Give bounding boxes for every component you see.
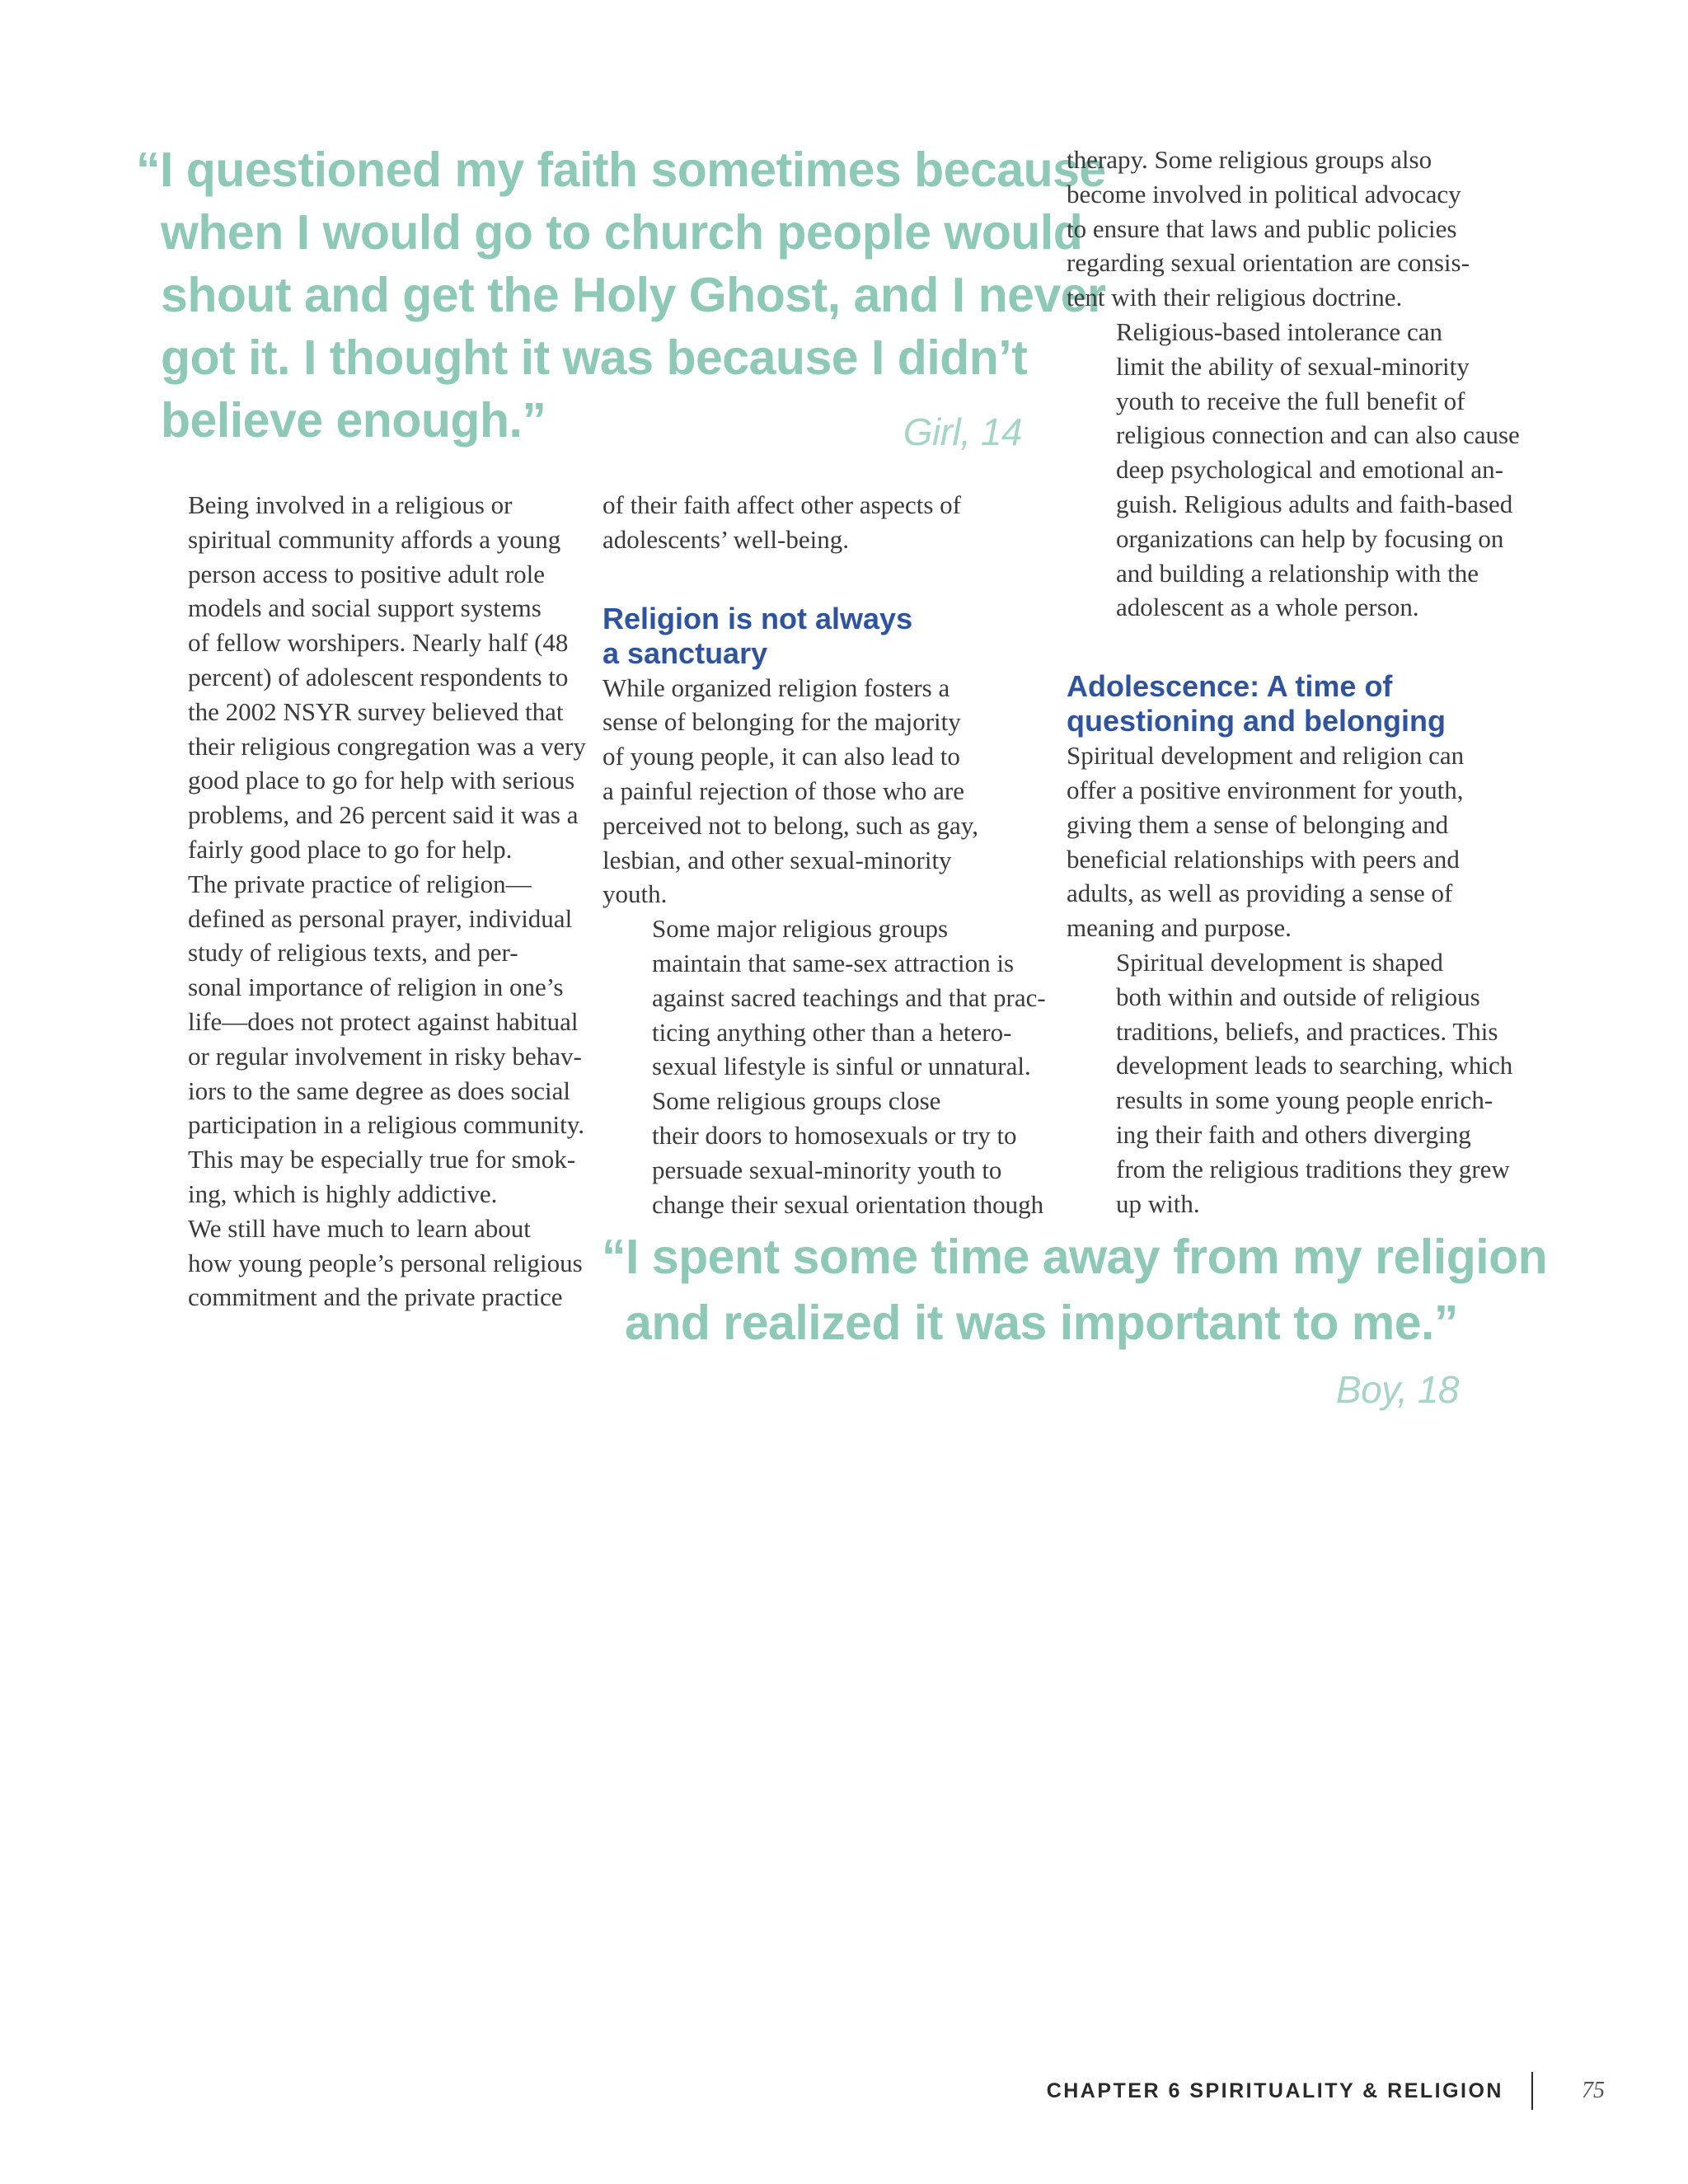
text-line: youth. — [603, 879, 668, 909]
text-line: their doors to homosexuals or try to — [652, 1120, 1017, 1150]
text-line: The private practice of religion— — [188, 869, 532, 898]
body-paragraph — [603, 912, 1046, 1084]
text-line: and building a relationship with the — [1116, 558, 1479, 588]
pullquote-top-line: believe enough.” — [161, 393, 546, 448]
text-line: guish. Religious adults and faith-based — [1116, 489, 1513, 518]
column-3 — [1067, 143, 1520, 1221]
text-line: their religious congregation was a very — [188, 731, 586, 761]
pullquote-top-line: “I questioned my faith sometimes because — [136, 143, 1106, 197]
text-line: defined as personal prayer, individual — [188, 903, 573, 933]
page-number: 75 — [1582, 2078, 1605, 2103]
pullquote-top-line: got it. I thought it was because I didn’t — [161, 330, 1028, 385]
footer-divider — [1531, 2072, 1533, 2110]
body-paragraph — [1067, 315, 1520, 625]
text-line: Spiritual development and religion can — [1067, 741, 1465, 771]
text-line: up with. — [1116, 1188, 1200, 1218]
heading-line: Religion is not always — [603, 601, 913, 635]
text-line: sonal importance of religion in one’s — [188, 972, 564, 1002]
text-line: commitment and the private practice — [188, 1282, 563, 1312]
text-line: spiritual community affords a young — [188, 524, 561, 554]
body-paragraph — [603, 1084, 1044, 1221]
text-line: from the religious traditions they grew — [1116, 1154, 1510, 1183]
text-line: how young people’s personal religious — [188, 1248, 583, 1277]
heading-line: questioning and belonging — [1067, 704, 1446, 738]
text-line: good place to go for help with serious — [188, 766, 575, 795]
pullquote-top-line: when I would go to church people would — [161, 205, 1083, 260]
text-line: fairly good place to go for help. — [188, 834, 513, 864]
text-line: beneficial relationships with peers and — [1067, 844, 1460, 874]
text-line: models and social support systems — [188, 593, 542, 623]
text-line: meaning and purpose. — [1067, 913, 1292, 943]
pullquote-top — [136, 138, 1106, 453]
text-line: results in some young people enrich- — [1116, 1085, 1493, 1115]
pullquote-bottom-line: “I spent some time away from my religion — [602, 1230, 1548, 1284]
body-paragraph — [1067, 143, 1495, 315]
text-line: limit the ability of sexual-minority — [1116, 351, 1470, 381]
column-1 — [138, 488, 586, 1315]
text-line: percent) of adolescent respondents to — [188, 662, 569, 691]
text-line: study of religious texts, and per- — [188, 938, 518, 968]
chapter-label: CHAPTER 6 SPIRITUALITY & RELIGION — [1046, 2079, 1503, 2102]
text-line: religious connection and can also cause — [1116, 420, 1520, 450]
text-line: Some major religious groups — [652, 914, 949, 944]
text-line: both within and outside of religious — [1116, 982, 1480, 1011]
text-line: lesbian, and other sexual-minority — [603, 845, 952, 874]
text-line: of fellow worshipers. Nearly half (48 — [188, 628, 569, 658]
text-line: of their faith affect other aspects of — [603, 490, 961, 519]
pullquote-bottom — [602, 1224, 1548, 1418]
text-line: organizations can help by focusing on — [1116, 523, 1504, 553]
text-line: become involved in political advocacy — [1067, 179, 1461, 209]
text-line: the 2002 NSYR survey believed that — [188, 696, 564, 726]
page-footer — [1046, 2078, 1615, 2111]
text-line: therapy. Some religious groups also — [1067, 145, 1432, 174]
text-line: youth to receive the full benefit of — [1116, 386, 1465, 415]
text-line: Religious-based intolerance can — [1116, 316, 1442, 346]
body-paragraph — [603, 488, 1031, 557]
text-line: to ensure that laws and public policies — [1067, 213, 1457, 243]
text-line: offer a positive environment for youth, — [1067, 775, 1464, 804]
text-line: Spiritual development is shaped — [1116, 947, 1443, 977]
pullquote-top-attribution: Girl, 14 — [903, 410, 1022, 453]
column-2 — [603, 488, 1046, 1221]
text-line: person access to positive adult role — [188, 559, 546, 588]
text-line: deep psychological and emotional an- — [1116, 455, 1504, 485]
body-paragraph — [1067, 945, 1513, 1221]
text-line: tent with their religious doctrine. — [1067, 283, 1403, 312]
text-line: of young people, it can also lead to — [603, 742, 960, 771]
section-heading — [603, 602, 1031, 671]
text-line: ing their faith and others diverging — [1116, 1119, 1471, 1149]
text-line: Being involved in a religious or — [188, 490, 513, 519]
pullquote-top-line: shout and get the Holy Ghost, and I never — [161, 268, 1106, 322]
body-paragraph — [138, 867, 584, 1212]
body-paragraph — [603, 671, 1031, 912]
body-paragraph — [1067, 738, 1495, 945]
heading-line: a sanctuary — [603, 635, 768, 670]
heading-line: Adolescence: A time of — [1067, 669, 1393, 704]
text-line: persuade sexual-minority youth to — [652, 1155, 1002, 1184]
text-line: regarding sexual orientation are consis- — [1067, 248, 1470, 278]
section-heading — [1067, 669, 1495, 738]
text-line: giving them a sense of belonging and — [1067, 809, 1449, 839]
text-line: change their sexual orientation though — [652, 1189, 1044, 1219]
text-line: development leads to searching, which — [1116, 1051, 1513, 1080]
text-line: iors to the same degree as does social — [188, 1076, 570, 1105]
text-line: sexual lifestyle is sinful or unnatural. — [652, 1052, 1031, 1081]
text-line: maintain that same-sex attraction is — [652, 948, 1015, 977]
text-line: While organized religion fosters a — [603, 673, 950, 702]
text-line: adolescent as a whole person. — [1116, 593, 1419, 622]
text-line: against sacred teachings and that prac- — [652, 982, 1046, 1012]
text-line: problems, and 26 percent said it was a — [188, 800, 579, 830]
text-line: or regular involvement in risky behav- — [188, 1041, 582, 1071]
body-paragraph — [138, 1212, 583, 1315]
pullquote-bottom-line: and realized it was important to me.” — [625, 1296, 1458, 1350]
text-line: participation in a religious community. — [188, 1110, 584, 1140]
text-line: ticing anything other than a hetero- — [652, 1017, 1012, 1047]
text-line: adults, as well as providing a sense of — [1067, 879, 1453, 908]
text-line: perceived not to belong, such as gay, — [603, 810, 978, 840]
text-line: Some religious groups close — [652, 1086, 941, 1116]
text-line: life—does not protect against habitual — [188, 1006, 579, 1036]
body-paragraph — [138, 488, 586, 867]
pullquote-bottom-attribution: Boy, 18 — [1335, 1368, 1459, 1411]
text-line: adolescents’ well-being. — [603, 524, 849, 554]
text-line: We still have much to learn about — [188, 1213, 531, 1243]
text-line: traditions, beliefs, and practices. This — [1116, 1016, 1498, 1046]
text-line: ing, which is highly addictive. — [188, 1179, 498, 1208]
text-line: sense of belonging for the majority — [603, 707, 961, 737]
text-line: This may be especially true for smok- — [188, 1145, 576, 1174]
text-line: a painful rejection of those who are — [603, 776, 964, 805]
